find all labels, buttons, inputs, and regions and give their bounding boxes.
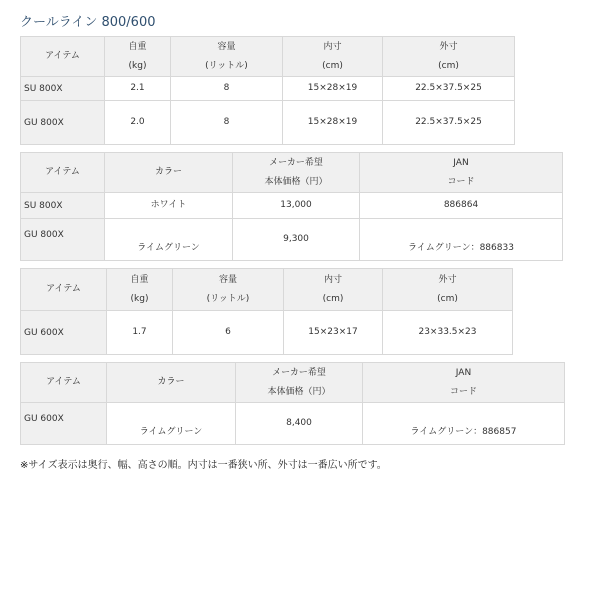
table-header-row xyxy=(21,37,515,77)
header-item: アイテム xyxy=(21,363,107,403)
header-capacity: 容量 (リットル) xyxy=(171,37,283,77)
table-header-row xyxy=(21,269,513,311)
header-color: カラー xyxy=(107,363,236,403)
header-weight: 自重 (kg) xyxy=(105,37,171,77)
cell-capacity: 8 xyxy=(171,77,283,101)
cell-item: SU 800X xyxy=(21,193,105,219)
price-table-600x xyxy=(20,362,565,445)
cell-weight: 2.0 xyxy=(105,101,171,145)
table-header-row xyxy=(21,153,563,193)
header-item: アイテム xyxy=(21,37,105,77)
spec-table-600x xyxy=(20,268,513,355)
cell-color: ライムグリーン xyxy=(105,219,233,261)
cell-price: 9,300 xyxy=(233,219,360,261)
header-item: アイテム xyxy=(21,269,107,311)
cell-item: GU 800X xyxy=(21,219,105,261)
table-row xyxy=(21,77,515,101)
header-item: アイテム xyxy=(21,153,105,193)
table-row xyxy=(21,403,565,445)
cell-item: GU 800X xyxy=(21,101,105,145)
header-price: メーカー希望 本体価格（円） xyxy=(233,153,360,193)
header-inner-size: 内寸 (cm) xyxy=(283,37,383,77)
cell-inner-size: 15×23×17 xyxy=(284,311,383,355)
header-weight: 自重 (kg) xyxy=(107,269,173,311)
cell-jan: ライムグリーン：886833 xyxy=(360,219,563,261)
header-outer-size: 外寸 (cm) xyxy=(383,37,515,77)
header-price: メーカー希望 本体価格（円） xyxy=(236,363,363,403)
table-row xyxy=(21,219,563,261)
header-capacity: 容量 (リットル) xyxy=(173,269,284,311)
header-outer-size: 外寸 (cm) xyxy=(383,269,513,311)
cell-outer-size: 22.5×37.5×25 xyxy=(383,101,515,145)
cell-item: SU 800X xyxy=(21,77,105,101)
table-row xyxy=(21,311,513,355)
page-title: クールライン 800/600 xyxy=(20,15,156,30)
cell-item: GU 600X xyxy=(21,403,107,445)
cell-inner-size: 15×28×19 xyxy=(283,77,383,101)
price-table-800x xyxy=(20,152,563,261)
header-jan: JAN コード xyxy=(363,363,565,403)
cell-outer-size: 23×33.5×23 xyxy=(383,311,513,355)
cell-capacity: 8 xyxy=(171,101,283,145)
cell-weight: 2.1 xyxy=(105,77,171,101)
cell-color: ライムグリーン xyxy=(107,403,236,445)
header-inner-size: 内寸 (cm) xyxy=(284,269,383,311)
cell-jan: 886864 xyxy=(360,193,563,219)
cell-price: 13,000 xyxy=(233,193,360,219)
cell-jan: ライムグリーン：886857 xyxy=(363,403,565,445)
table-row xyxy=(21,193,563,219)
cell-weight: 1.7 xyxy=(107,311,173,355)
cell-outer-size: 22.5×37.5×25 xyxy=(383,77,515,101)
cell-capacity: 6 xyxy=(173,311,284,355)
header-jan: JAN コード xyxy=(360,153,563,193)
cell-inner-size: 15×28×19 xyxy=(283,101,383,145)
table-header-row xyxy=(21,363,565,403)
cell-item: GU 600X xyxy=(21,311,107,355)
cell-color: ホワイト xyxy=(105,193,233,219)
header-color: カラー xyxy=(105,153,233,193)
cell-price: 8,400 xyxy=(236,403,363,445)
spec-table-800x xyxy=(20,36,515,145)
size-note: ※サイズ表示は奥行、幅、高さの順。内寸は一番狭い所、外寸は一番広い所です。 xyxy=(20,460,387,471)
table-row xyxy=(21,101,515,145)
